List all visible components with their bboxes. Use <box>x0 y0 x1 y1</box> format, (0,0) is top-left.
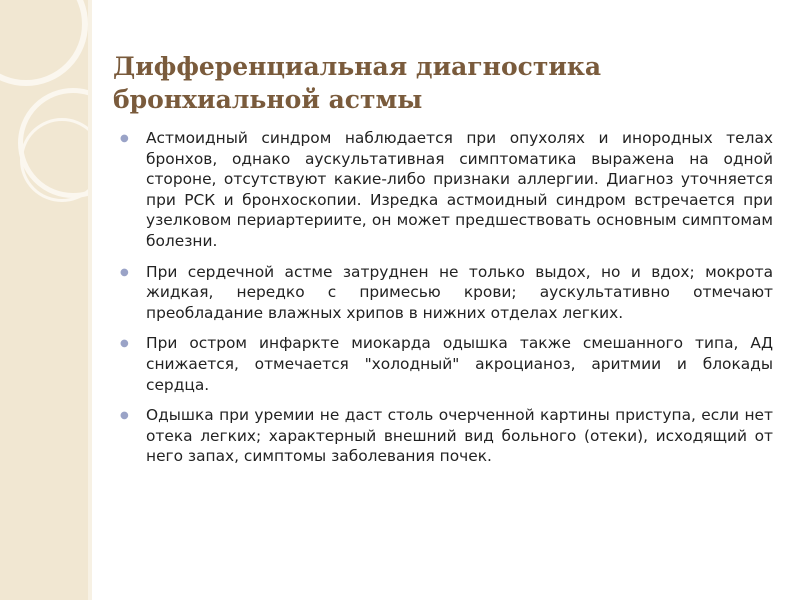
side-decoration-band <box>0 0 88 600</box>
slide-title-line-1: Дифференциальная диагностика <box>113 52 602 81</box>
decorative-ring-top <box>0 0 88 86</box>
bullet-text: Одышка при уремии не даст столь очерченной картины приступа, если нет отека легких; характерный внешний вид больного (отеки), исходящий от него запах, симптомы заболевания почек. <box>146 406 773 466</box>
bullet-text: При остром инфаркте миокарда одышка также смешанного типа, АД снижается, отмечается "холодный" акроцианоз, аритмии и блокады сердца. <box>146 334 773 394</box>
circle-bullet-icon: ● <box>120 338 129 350</box>
circle-bullet-icon: ● <box>120 410 129 422</box>
bullet-item <box>120 128 773 252</box>
slide-title-line-2: бронхиальной астмы <box>113 85 423 114</box>
bullet-text: Астмоидный синдром наблюдается при опухолях и инородных телах бронхов, однако аускультативная симптоматика выражена на одной стороне, отсутствуют какие-либо признаки аллергии. Диагноз уточняется при РСК и бронхоскопии. Изредка астмоидный синдром встречается при узелковом периартериите, он может предшествовать основным симптомам болезни. <box>146 129 773 250</box>
decorative-ring-inner <box>20 118 88 202</box>
bullet-text: При сердечной астме затруднен не только выдох, но и вдох; мокрота жидкая, нередко с примесью крови; аускультативно отмечают преобладание влажных хрипов в нижних отделах легких. <box>146 262 773 322</box>
slide-title <box>113 50 673 116</box>
bullet-item <box>120 405 773 467</box>
bullet-item <box>120 262 773 324</box>
bullet-item <box>120 333 773 395</box>
bullet-list <box>120 128 773 477</box>
side-band-edge <box>88 0 92 600</box>
circle-bullet-icon: ● <box>120 133 129 144</box>
circle-bullet-icon: ● <box>120 266 129 278</box>
